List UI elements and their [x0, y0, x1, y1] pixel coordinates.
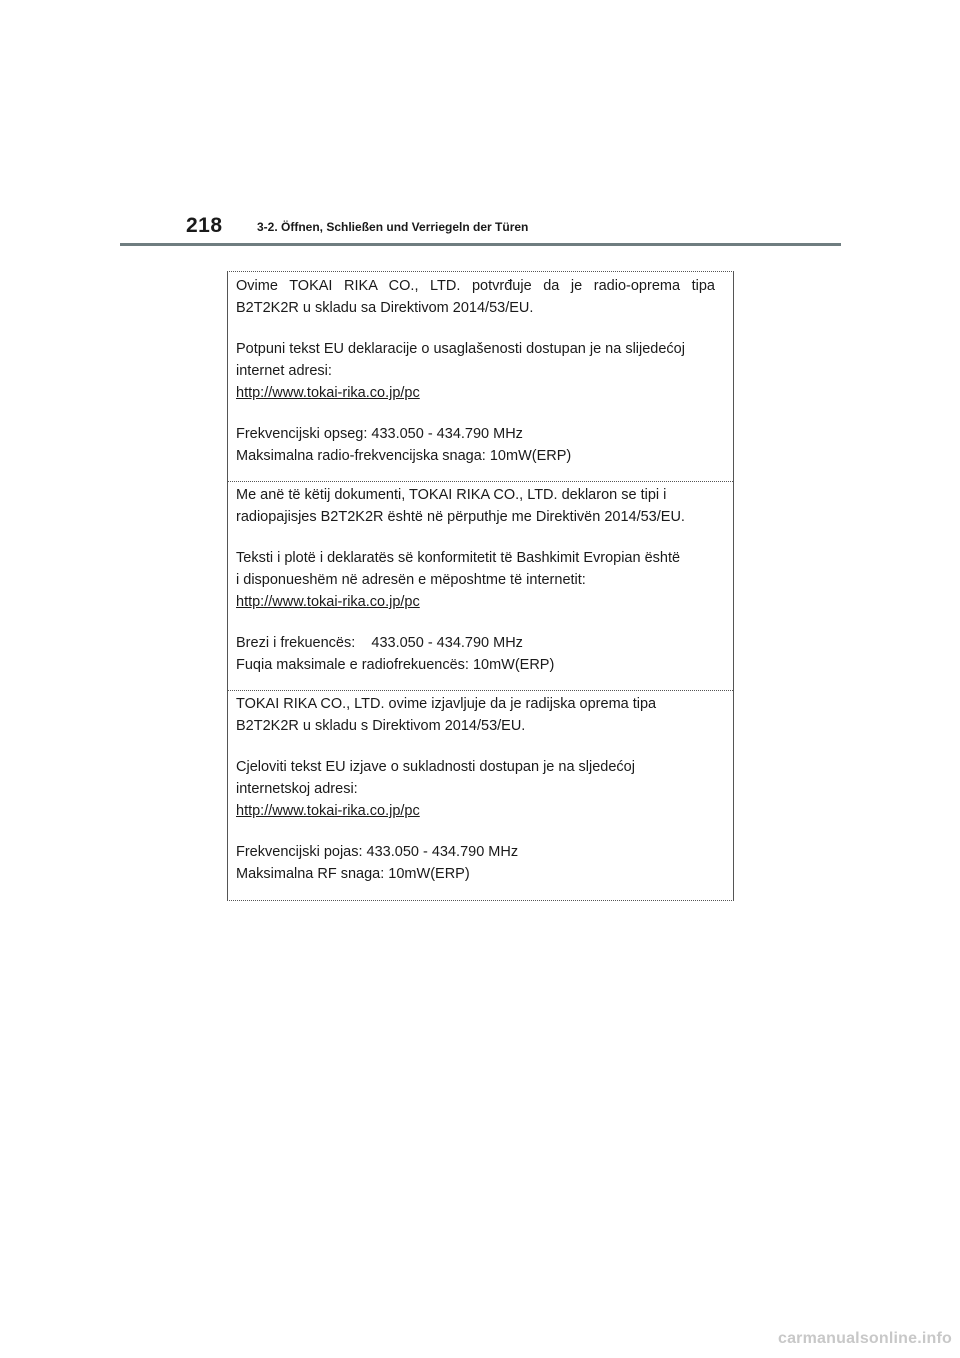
declaration-albanian — [228, 482, 733, 691]
frequency-range: Brezi i frekuencës: 433.050 - 434.790 MHz — [236, 635, 523, 651]
max-power: Maksimalna radio-frekvencijska snaga: 10mW(ERP) — [236, 448, 572, 464]
declaration-text: TOKAI RIKA CO., LTD. ovime izjavljuje da je radijska oprema tipa — [236, 696, 657, 712]
max-power: Maksimalna RF snaga: 10mW(ERP) — [236, 866, 470, 882]
declaration-text: Potpuni tekst EU deklaracije o usaglašenosti dostupan je na slijedećoj — [236, 341, 685, 357]
declaration-text: radiopajisjes B2T2K2R është në përputhje me Direktivën 2014/53/EU. — [236, 509, 685, 525]
declaration-text: internet adresi: — [236, 363, 332, 379]
declaration-text: i disponueshëm në adresën e mëposhtme të internetit: — [236, 572, 586, 588]
declaration-link[interactable]: http://www.tokai-rika.co.jp/pc — [236, 594, 420, 610]
declaration-box — [227, 271, 734, 901]
declaration-text: Teksti i plotë i deklaratës së konformitetit të Bashkimit Evropian është — [236, 550, 681, 566]
frequency-range: Frekvencijski opseg: 433.050 - 434.790 MHz — [236, 426, 523, 442]
declaration-text: Me anë të këtij dokumenti, TOKAI RIKA CO., LTD. deklaron se tipi i — [236, 487, 667, 503]
declaration-text: Ovime TOKAI RIKA CO., LTD. potvrđuje da je radio-oprema tipa — [236, 278, 715, 294]
header-rule — [120, 243, 841, 246]
declaration-text: B2T2K2R u skladu sa Direktivom 2014/53/EU. — [236, 300, 534, 316]
declaration-link[interactable]: http://www.tokai-rika.co.jp/pc — [236, 803, 420, 819]
declaration-text: internetskoj adresi: — [236, 781, 358, 797]
declaration-link[interactable]: http://www.tokai-rika.co.jp/pc — [236, 385, 420, 401]
declaration-montenegrin — [228, 272, 733, 482]
declaration-text: Cjeloviti tekst EU izjave o sukladnosti dostupan je na sljedećoj — [236, 759, 635, 775]
declaration-croatian — [228, 691, 733, 900]
declaration-text: B2T2K2R u skladu s Direktivom 2014/53/EU. — [236, 718, 526, 734]
watermark: carmanualsonline.info — [777, 1330, 952, 1347]
page-number: 218 — [186, 214, 223, 237]
frequency-range: Frekvencijski pojas: 433.050 - 434.790 MHz — [236, 844, 519, 860]
max-power: Fuqia maksimale e radiofrekuencës: 10mW(ERP) — [236, 657, 555, 673]
section-title: 3-2. Öffnen, Schließen und Verriegeln der Türen — [257, 220, 529, 234]
